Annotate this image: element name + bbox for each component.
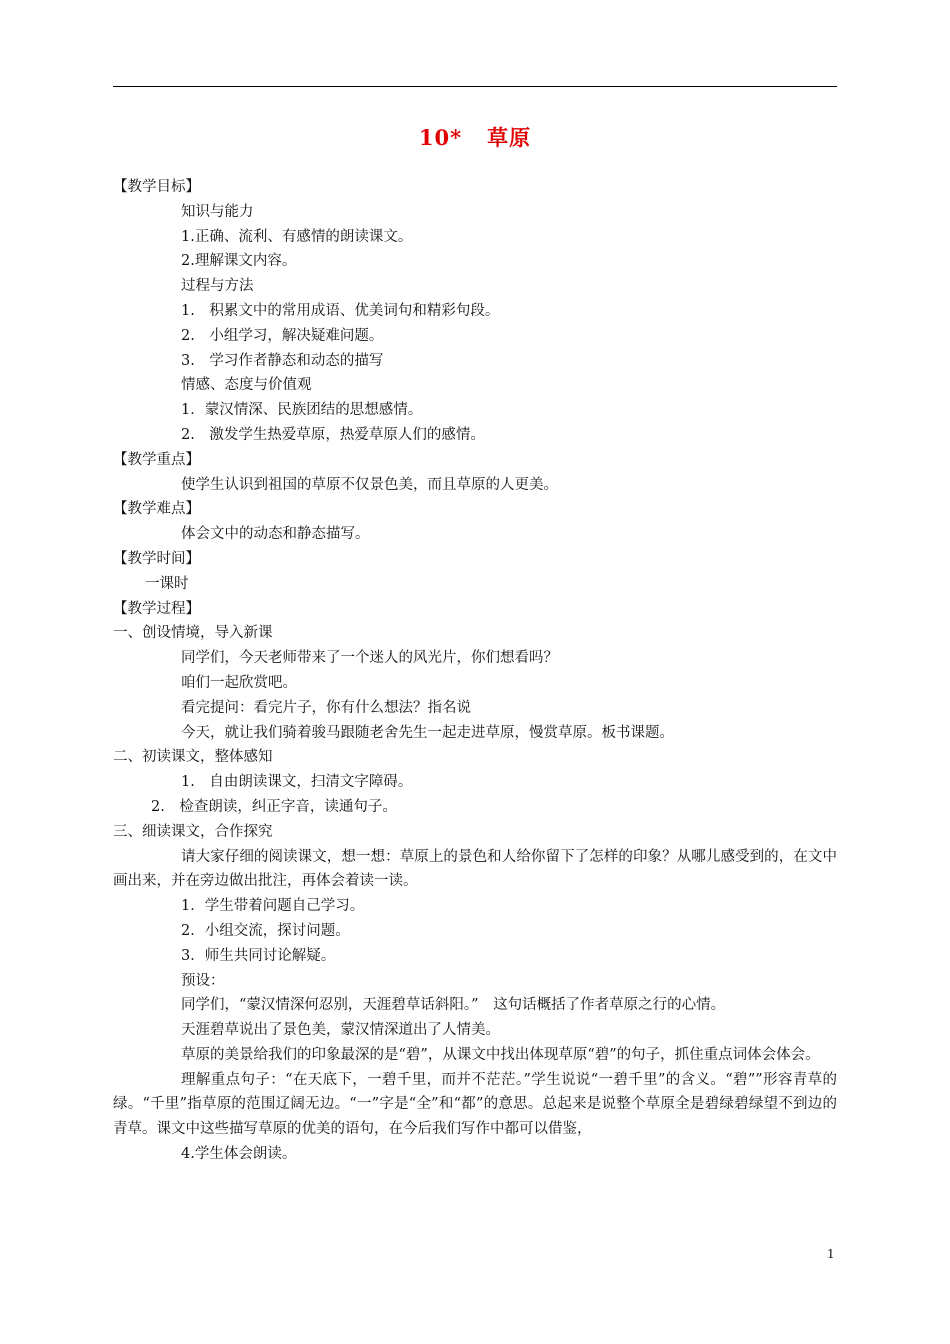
paragraph: 草原的美景给我们的印象最深的是“碧”，从课文中找出体现草原“碧”的句子，抓住重点词体会体会。 <box>181 1046 820 1063</box>
time-text: 一课时 <box>145 575 189 592</box>
emotion-heading: 情感、态度与价值观 <box>181 377 312 394</box>
key-points-text: 使学生认识到祖国的草原不仅景色美，而且草原的人更美。 <box>181 476 558 493</box>
list-item: 看完提问：看完片子，你有什么想法？指名说 <box>181 699 471 716</box>
header-rule <box>113 86 837 87</box>
process-heading: 【教学过程】 <box>113 600 200 617</box>
preset-label: 预设： <box>181 972 225 989</box>
list-item: 4.学生体会朗读。 <box>181 1146 297 1163</box>
paragraph: 同学们，“蒙汉情深何忍别，天涯碧草话斜阳。” 这句话概括了作者草原之行的心情。 <box>181 997 726 1014</box>
time-heading: 【教学时间】 <box>113 550 200 567</box>
process-method-heading: 过程与方法 <box>181 278 254 295</box>
list-item: 2. 激发学生热爱草原，热爱草原人们的感情。 <box>181 426 485 443</box>
section-3-heading: 三、细读课文，合作探究 <box>113 823 273 840</box>
difficulties-heading: 【教学难点】 <box>113 501 200 518</box>
paragraph: 请大家仔细的阅读课文，想一想：草原上的景色和人给你留下了怎样的印象？从哪儿感受到的，在文中画出来，并在旁边做出批注，再体会着读一读。 <box>113 848 837 890</box>
list-item: 1.正确、流利、有感情的朗读课文。 <box>181 228 413 245</box>
title-number: 10* <box>418 125 463 150</box>
paragraph: 理解重点句子：“在天底下，一碧千里，而并不茫茫。”学生说说“一碧千里”的含义。“碧””形容青草的绿。“千里”指草原的范围辽阔无边。“一”字是“全”和“都”的意思。总起来是说整个草原全是碧绿碧绿望不到边的青草。课文中这些描写草原的优美的语句，在今后我们写作中都可以借鉴， <box>113 1071 837 1138</box>
title-text: 草原 <box>487 125 532 150</box>
list-item: 2. 小组学习，解决疑难问题。 <box>181 327 384 344</box>
objectives-heading: 【教学目标】 <box>113 179 200 195</box>
section-1-heading: 一、创设情境，导入新课 <box>113 625 273 642</box>
page-number: 1 <box>827 1247 835 1261</box>
list-item: 1. 积累文中的常用成语、优美词句和精彩句段。 <box>181 302 500 319</box>
list-item: 咱们一起欣赏吧。 <box>181 674 297 691</box>
list-item: 2.理解课文内容。 <box>181 253 297 270</box>
list-item: 3. 学习作者静态和动态的描写 <box>181 352 384 369</box>
key-points-heading: 【教学重点】 <box>113 451 200 468</box>
knowledge-heading: 知识与能力 <box>181 203 254 220</box>
list-item: 2. 检查朗读，纠正字音，读通句子。 <box>151 798 397 815</box>
section-2-heading: 二、初读课文，整体感知 <box>113 749 273 766</box>
list-item: 1. 自由朗读课文，扫清文字障碍。 <box>181 774 413 791</box>
list-item: 2．小组交流，探讨问题。 <box>181 922 350 939</box>
list-item: 1．学生带着问题自己学习。 <box>181 898 365 915</box>
list-item: 今天，就让我们骑着骏马跟随老舍先生一起走进草原，慢赏草原。板书课题。 <box>181 724 674 741</box>
document-body <box>113 175 837 1167</box>
list-item: 同学们，今天老师带来了一个迷人的风光片，你们想看吗？ <box>181 650 558 667</box>
list-item: 3．师生共同讨论解疑。 <box>181 947 336 964</box>
page-title <box>0 122 950 152</box>
list-item: 1．蒙汉情深、民族团结的思想感情。 <box>181 402 423 419</box>
difficulties-text: 体会文中的动态和静态描写。 <box>181 526 370 543</box>
paragraph: 天涯碧草说出了景色美，蒙汉情深道出了人情美。 <box>181 1022 500 1039</box>
